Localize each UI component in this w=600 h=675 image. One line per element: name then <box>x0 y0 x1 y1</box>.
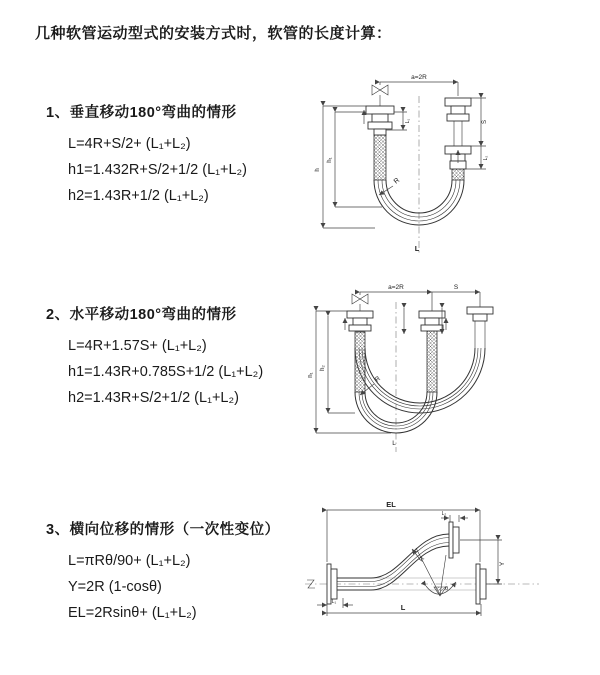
length-label: L <box>414 244 420 253</box>
radius-label: R <box>373 375 382 384</box>
radius-label: R <box>418 556 427 564</box>
theta-label: θ <box>445 586 449 592</box>
s-label: S <box>453 284 459 291</box>
h1-label: h₁ <box>308 372 314 378</box>
dimension-lines <box>317 510 502 616</box>
l2-label: L₂ <box>441 511 447 517</box>
radius-label: R <box>392 176 402 186</box>
length-label: L <box>400 603 406 612</box>
span-label: a=2R <box>411 74 427 81</box>
length-label: L <box>392 440 396 447</box>
section-lateral-offset <box>46 518 336 626</box>
l2-label: L₂ <box>483 155 489 161</box>
formula-h2: h2=1.43R+S/2+1/2 (L₁+L₂) <box>68 390 239 406</box>
formula-el: EL=2Rsinθ+ (L₁+L₂) <box>68 605 197 621</box>
l1-label: L₁ <box>405 118 411 124</box>
l1-label: L₁ <box>331 599 337 605</box>
section-vertical-bend <box>46 101 336 209</box>
span-label: a=2R <box>388 284 404 291</box>
valve-icon <box>372 85 388 106</box>
flange-fittings <box>347 307 493 348</box>
s-label: S <box>482 119 488 125</box>
h-label: h <box>315 168 321 172</box>
diagram-lateral-offset <box>303 498 543 648</box>
formula-h1: h1=1.43R+0.785S+1/2 (L₁+L₂) <box>68 364 264 380</box>
valve-icon <box>352 294 368 311</box>
diagram-horizontal-bend <box>308 280 528 460</box>
diagram-vertical-bend <box>313 68 528 258</box>
hose-u-bend-displaced <box>355 331 485 413</box>
formula-l: L=4R+S/2+ (L₁+L₂) <box>68 136 191 152</box>
formula-h1: h1=1.432R+S/2+1/2 (L₁+L₂) <box>68 162 248 178</box>
braid-left <box>374 135 386 180</box>
section-2-heading: 2、水平移动180°弯曲的情形 <box>46 307 237 323</box>
dimension-lines <box>316 292 480 433</box>
flange-fittings <box>327 522 486 604</box>
el-label: EL <box>386 500 396 509</box>
braid-right <box>452 169 464 180</box>
formula-l: L=4R+1.57S+ (L₁+L₂) <box>68 338 207 354</box>
formula-y: Y=2R (1-cosθ) <box>68 579 162 595</box>
braid-left <box>355 332 365 392</box>
y-label: Y <box>499 561 506 567</box>
h1-label: h₁ <box>327 157 333 163</box>
h2-label: h₂ <box>320 365 326 371</box>
formula-h2: h2=1.43R+1/2 (L₁+L₂) <box>68 188 209 204</box>
braid-middle <box>427 331 437 392</box>
section-1-heading: 1、垂直移动180°弯曲的情形 <box>46 105 237 121</box>
section-3-heading: 3、横向位移的情形（一次性变位） <box>46 522 280 538</box>
formula-l: L=πRθ/90+ (L₁+L₂) <box>68 553 191 569</box>
section-horizontal-bend <box>46 303 336 411</box>
s-curve-hose <box>337 534 449 590</box>
page-title: 几种软管运动型式的安装方式时，软管的长度计算： <box>35 25 392 42</box>
